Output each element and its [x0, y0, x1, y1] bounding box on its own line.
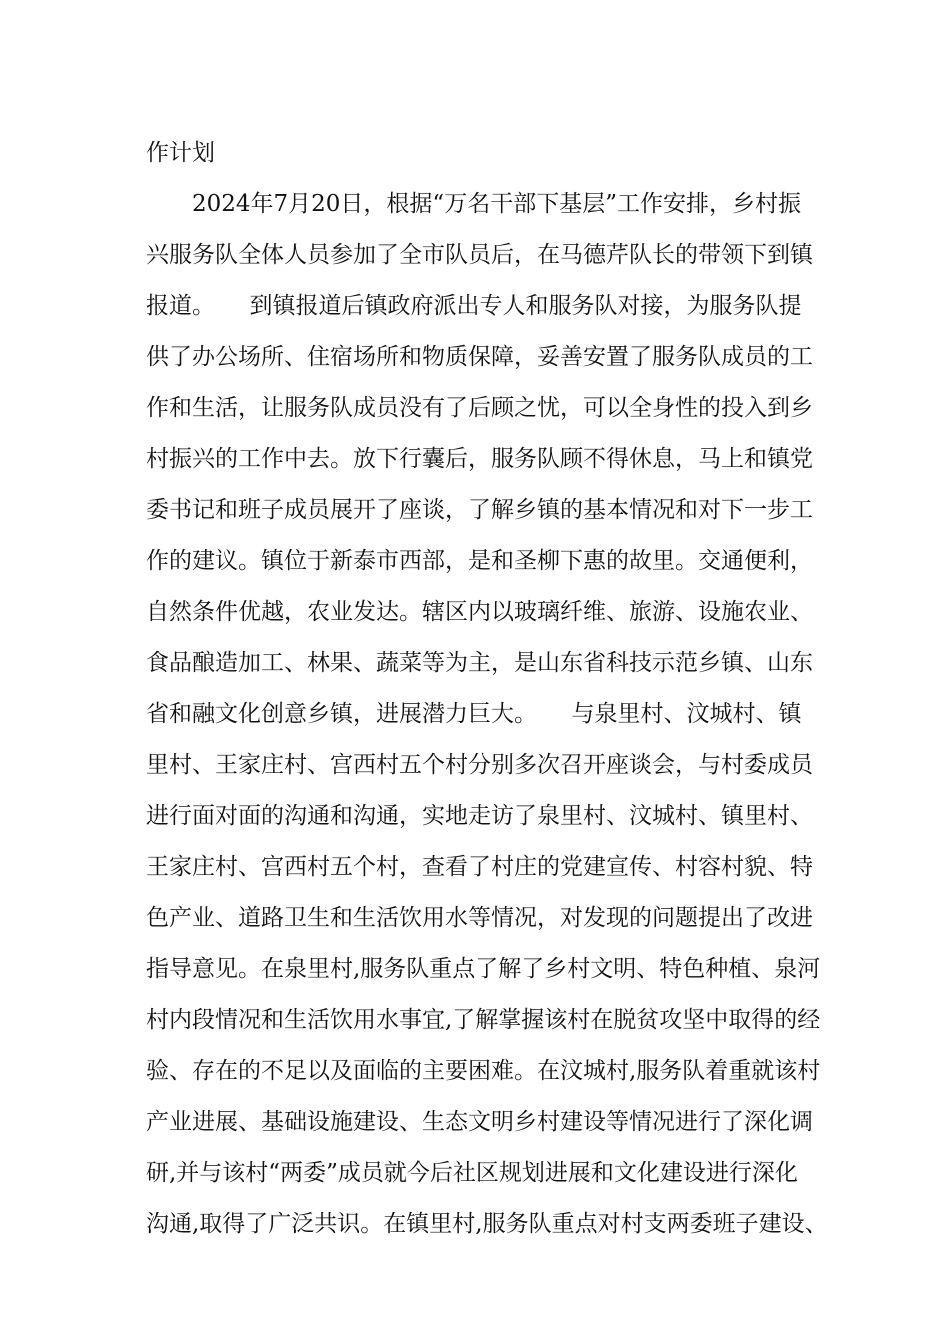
text-line: 兴服务队全体人员参加了全市队员后，在马德芹队长的带领下到镇: [146, 242, 813, 268]
body-text: [146, 128, 836, 1250]
text-line: 里村、王家庄村、宫西村五个村分别多次召开座谈会，与村委成员: [146, 752, 813, 778]
text-line: 产业进展、基础设施建设、生态文明乡村建设等情况进行了深化调: [146, 1109, 813, 1135]
text-line: 作计划: [146, 140, 215, 166]
text-line: 委书记和班子成员展开了座谈，了解乡镇的基本情况和对下一步工: [146, 497, 813, 523]
text-line: 村内段情况和生活饮用水事宜,了解掌握该村在脱贫攻坚中取得的经: [146, 1007, 821, 1033]
text-line: 指导意见。在泉里村,服务队重点了解了乡村文明、特色种植、泉河: [146, 956, 821, 982]
text-line: 王家庄村、宫西村五个村，查看了村庄的党建宣传、村容村貌、特: [146, 854, 813, 880]
text-line: 食品酿造加工、林果、蔬菜等为主，是山东省科技示范乡镇、山东: [146, 650, 813, 676]
text-line: 报道。 到镇报道后镇政府派出专人和服务队对接，为服务队提: [146, 293, 802, 319]
text-line: 验、存在的不足以及面临的主要困难。在汶城村,服务队着重就该村: [146, 1058, 821, 1084]
text-line: 村振兴的工作中去。放下行囊后，服务队顾不得休息，马上和镇党: [146, 446, 813, 472]
text-line: 研,并与该村“两委”成员就今后社区规划进展和文化建设进行深化: [146, 1160, 798, 1186]
text-line: 作和生活，让服务队成员没有了后顾之忧，可以全身性的投入到乡: [146, 395, 813, 421]
text-line: 2024年7月20日，根据“万名干部下基层”工作安排，乡村振: [146, 191, 801, 217]
text-line: 色产业、道路卫生和生活饮用水等情况，对发现的问题提出了改进: [146, 905, 813, 931]
text-line: 供了办公场所、住宿场所和物质保障，妥善安置了服务队成员的工: [146, 344, 813, 370]
text-line: 沟通,取得了广泛共识。在镇里村,服务队重点对村支两委班子建设、: [146, 1211, 828, 1237]
text-line: 省和融文化创意乡镇，进展潜力巨大。 与泉里村、汶城村、镇: [146, 701, 802, 727]
text-line: 自然条件优越，农业发达。辖区内以玻璃纤维、旅游、设施农业、: [146, 599, 813, 625]
text-line: 作的建议。镇位于新泰市西部，是和圣柳下惠的故里。交通便利，: [146, 548, 813, 574]
text-line: 进行面对面的沟通和沟通，实地走访了泉里村、汶城村、镇里村、: [146, 803, 813, 829]
